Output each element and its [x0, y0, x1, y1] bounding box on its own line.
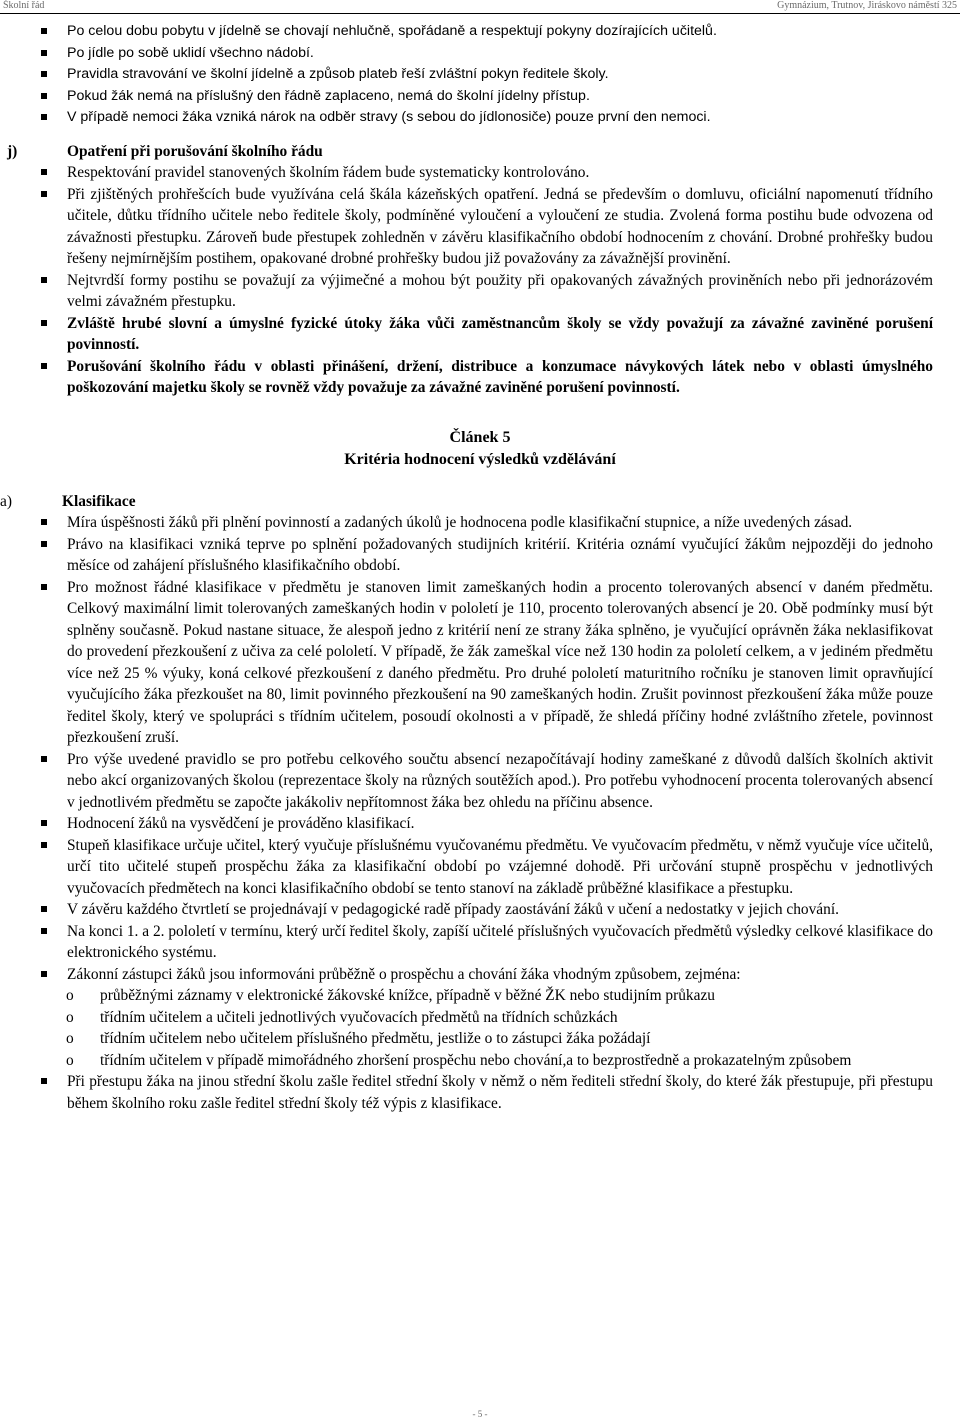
list-item-text: Jedná se především o domluvu, oficiální napomenutí třídního učitele, důtku třídního učitele nebo ředitele školy, podmíněné vyloučení a vyloučení ze studia. Zvolená forma postihu bude odvozena od závažnosti přestupku. Zároveň bude přestupek zohledněn v závěru klasifikačního období hodnocením z chování. Drobné prohřešky budou řešeny nejmírnějším postihem, opakované drobné prohřešky budou již považovány za závažnější provinění. [67, 185, 933, 267]
article-title: Kritéria hodnocení výsledků vzdělávání [344, 450, 616, 468]
list-item: Pro výše uvedené pravidlo se pro potřebu celkového součtu absencí nezapočítávají hodiny zameškané z důvodů dalších školních aktivit nebo akcí organizovaných školou (reprezentace školy na různých soutěžích apod.). Pro potřebu vyhodnocení procenta tolerovaných absencí v jednotlivém předmětu se započte jakákoliv nepřítomnost žáka bez ohledu na příčinu absence. [0, 749, 960, 814]
list-item: V závěru každého čtvrtletí se projednávají v pedagogické radě případy zaostávání žáků v učení a nedostatky v jejich chování. [0, 899, 960, 921]
page-header [0, 0, 960, 14]
list-item: Pro možnost řádné klasifikace v předmětu je stanoven limit zameškaných hodin a procento tolerovaných absencí v daném předmětu. Celkový maximální limit tolerovaných zameškaných hodin v pololetí je 110, procento tolerovaných absencí je 20. Obě podmínky musí být splněny současně. Pokud nastane situace, že alespoň jedno z kritérií není ze strany žáka splněno, je vyučující oprávněn žáka neklasifikovat do provedení přezkoušení z učiva za celé pololetí. V případě, že žák zameškal více než 130 hodin za pololetí celkem, a v jediném předmětu více než 25 % výuky, koná celkové přezkoušení z daného předmětu. Pro druhé pololetí maturitního ročníku je stanoven limit opravňující vyučujícího žáka přezkoušet na 80, limit povinného přezkoušení na 90 zameškaných hodin. Zrušit povinnost přezkoušení žáka může pouze ředitel školy, který ve spolupráci s třídním učitelem, posoudí okolnosti a v případě, že shledá příčiny hodné zvláštního zřetele, povinnost přezkoušení zruší. [0, 577, 960, 749]
header-left: Školní řád [3, 0, 45, 11]
sub-list-item: o třídním učitelem a učiteli jednotlivých vyučovacích předmětů na třídních schůzkách [0, 1007, 960, 1029]
list-item: Zákonní zástupci žáků jsou informováni průběžně o prospěchu a chování žáka vhodným způsobem, zejména: [0, 964, 960, 986]
list-item-lead: Při zjištěných prohřešcích bude využívána celá škála kázeňských opatření. [67, 185, 539, 203]
section-letter: j) [7, 142, 18, 160]
list-item: Pravidla stravování ve školní jídelně a způsob plateb řeší zvláštní pokyn ředitele školy. [0, 64, 960, 86]
section-title: Opatření při porušování školního řádu [67, 142, 323, 160]
article-number: Článek 5 [449, 428, 511, 446]
list-item: Zvláště hrubé slovní a úmyslné fyzické útoky žáka vůči zaměstnancům školy se vždy považují za závažné zaviněné porušení povinností. [0, 313, 960, 356]
section-j-heading [0, 141, 960, 163]
list-item: Pokud žák nemá na příslušný den řádně zaplaceno, nemá do školní jídelny přístup. [0, 86, 960, 108]
list-item: Nejtvrdší formy postihu se považují za výjimečné a mohou být použity při opakovaných závažných proviněních nebo při jednorázovém velmi závažném přestupku. [0, 270, 960, 313]
section-letter: a) [0, 492, 12, 510]
list-item: Porušování školního řádu v oblasti přinášení, držení, distribuce a konzumace návykových látek nebo v oblasti úmyslného poškozování majetku školy se rovněž vždy považuje za závažné zaviněné porušení povinností. [0, 356, 960, 399]
list-item: V případě nemoci žáka vzniká nárok na odběr stravy (s sebou do jídlonosiče) pouze první den nemoci. [0, 107, 960, 129]
sub-list-item: o průběžnými záznamy v elektronické žákovské knížce, případně v běžné ŽK nebo studijním průkazu [0, 985, 960, 1007]
page-number: - 5 - [472, 1409, 488, 1419]
section-title: Klasifikace [62, 492, 136, 510]
list-item: Míra úspěšnosti žáků při plnění povinností a zadaných úkolů je hodnocena podle klasifikační stupnice, a níže uvedených zásad. [0, 512, 960, 534]
list-item: Při přestupu žáka na jinou střední školu zašle ředitel střední školy v němž o něm řediteli střední školy, do které žák přestupuje, při přestupu během školního roku zašle ředitel střední školy též výpis z klasifikace. [0, 1071, 960, 1114]
list-item: Po jídle po sobě uklidí všechno nádobí. [0, 43, 960, 65]
header-right: Gymnázium, Trutnov, Jiráskovo náměstí 325 [777, 0, 957, 11]
list-item: Respektování pravidel stanovených školním řádem bude systematicky kontrolováno. [0, 162, 960, 184]
sub-list-item: o třídním učitelem nebo učitelem příslušného předmětu, jestliže o to zástupci žáka požádají [0, 1028, 960, 1050]
list-item: Hodnocení žáků na vysvědčení je prováděno klasifikací. [0, 813, 960, 835]
page-content [0, 21, 960, 1114]
list-item: Stupeň klasifikace určuje učitel, který vyučuje příslušnému vyučovanému předmětu. Ve vyučovacím předmětu, v němž vyučuje více učitelů, určí tito učitelé stupeň prospěchu žáka za klasifikační období po vzájemné dohodě. Při určování stupně prospěchu v jednotlivých vyučovacích předmětech na konci klasifikačního období se tento stanoví na základě průběžné klasifikace a přestupku. [0, 835, 960, 900]
section-a-heading [0, 491, 960, 513]
list-item: Právo na klasifikaci vzniká teprve po splnění požadovaných studijních kritérií. Kritéria oznámí vyučující žákům nejpozději do jednoho měsíce od zahájení příslušného klasifikačního období. [0, 534, 960, 577]
sub-list-item: o třídním učitelem v případě mimořádného zhoršení prospěchu nebo chování,a to bezprostředně a prokazatelným způsobem [0, 1050, 960, 1072]
list-item: Na konci 1. a 2. pololetí v termínu, který určí ředitel školy, zapíší učitelé příslušných vyučovacích předmětů výsledky celkové klasifikace do elektronického systému. [0, 921, 960, 964]
list-item [0, 184, 960, 270]
list-item: Po celou dobu pobytu v jídelně se chovají nehlučně, spořádaně a respektují pokyny dozírajících učitelů. [0, 21, 960, 43]
